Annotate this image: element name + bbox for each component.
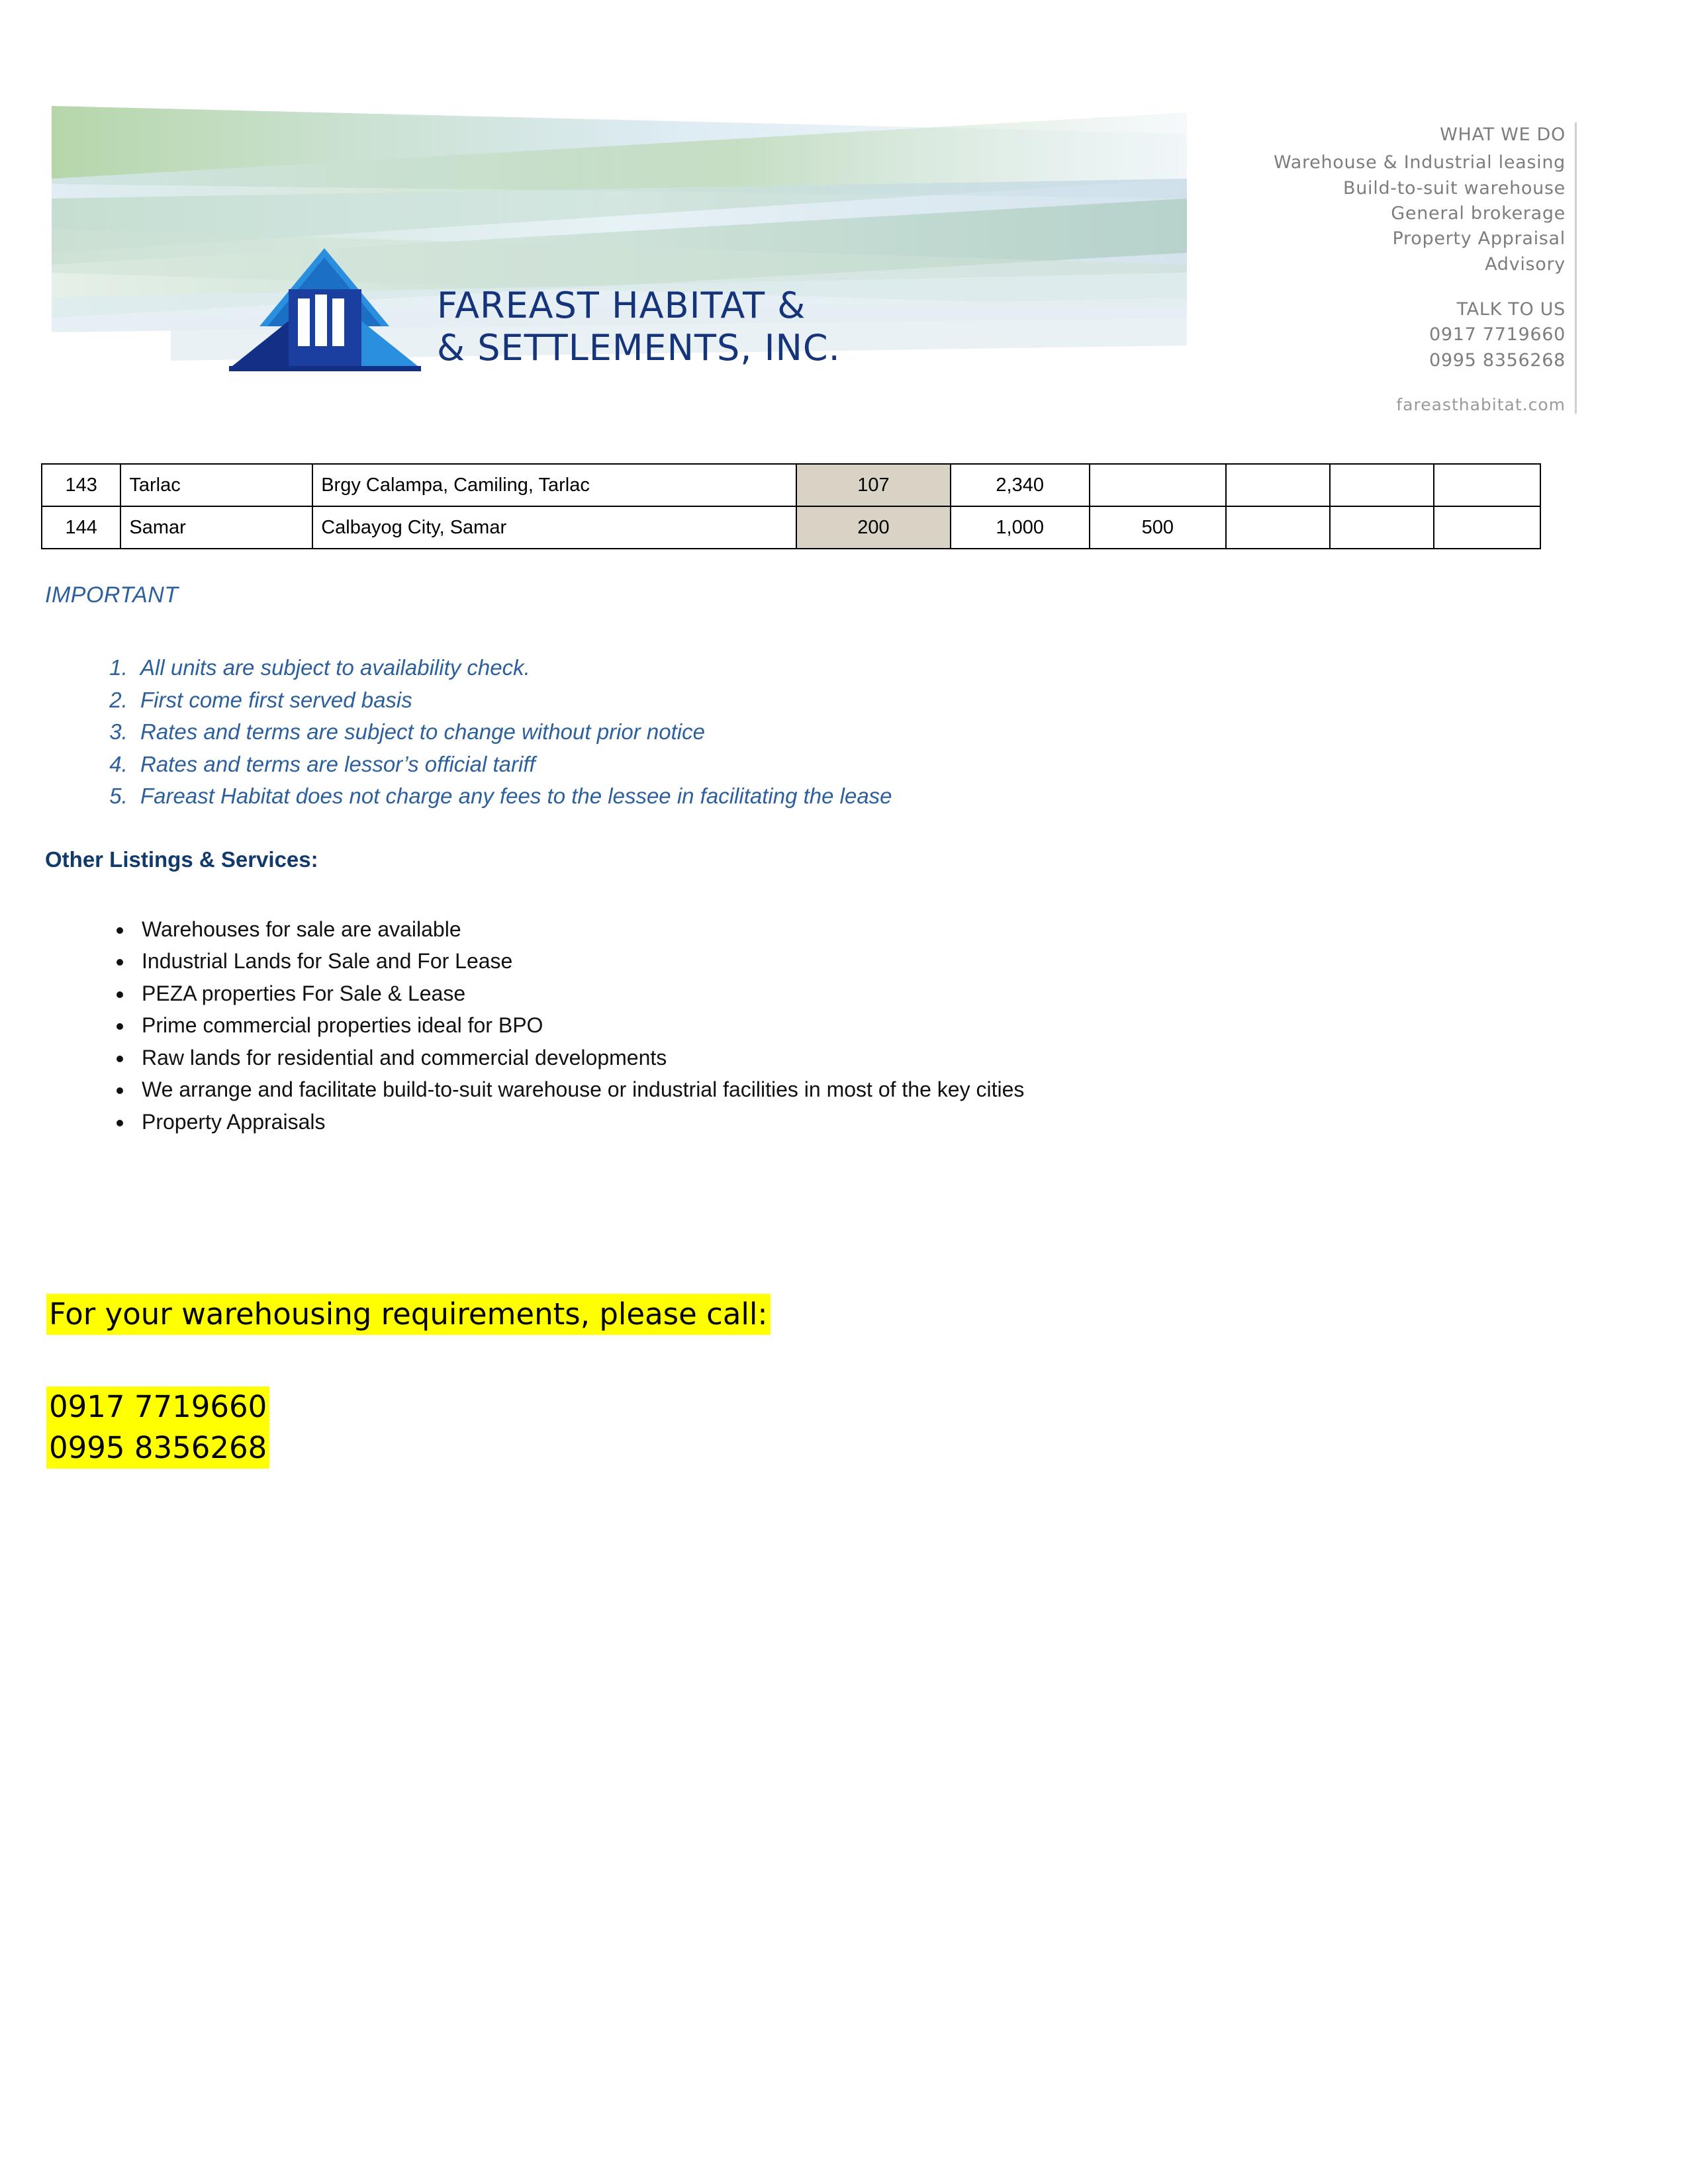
- cell-location: Brgy Calampa, Camiling, Tarlac: [312, 464, 796, 506]
- property-listing-table: [41, 463, 1541, 549]
- cell-index: 144: [42, 506, 120, 549]
- cell-value-2: [1090, 464, 1227, 506]
- company-name-line1: FAREAST HABITAT &: [437, 285, 806, 326]
- service-item: Build-to-suit warehouse: [1343, 177, 1566, 199]
- header-phone[interactable]: 0995 8356268: [1429, 349, 1566, 371]
- service-item: General brokerage: [1391, 203, 1566, 224]
- cell-extra-1: [1226, 464, 1330, 506]
- cell-value-2: 500: [1090, 506, 1227, 549]
- list-item: • Warehouses for sale are available: [134, 913, 1524, 945]
- important-heading: IMPORTANT: [45, 582, 179, 608]
- company-logo: [225, 248, 1006, 407]
- cta-headline-wrap: [46, 1294, 771, 1335]
- list-item: • Property Appraisals: [134, 1106, 1524, 1138]
- list-item: • We arrange and facilitate build-to-suit warehouse or industrial facilities in most of the key cities: [134, 1073, 1524, 1105]
- company-name-line2: & SETTLEMENTS, INC.: [437, 326, 841, 369]
- cell-value-1: 1,000: [951, 506, 1090, 549]
- important-list: [86, 652, 1391, 813]
- letterhead-header: [0, 0, 1688, 437]
- cell-province: Tarlac: [120, 464, 312, 506]
- header-contact-block: [1155, 122, 1566, 416]
- cell-extra-2: [1330, 464, 1434, 506]
- cell-value-1: 2,340: [951, 464, 1090, 506]
- other-listings-list: [86, 913, 1524, 1138]
- cell-area: 107: [796, 464, 951, 506]
- header-divider: [1575, 122, 1577, 414]
- cell-area: 200: [796, 506, 951, 549]
- what-we-do-title: WHAT WE DO: [1440, 124, 1566, 145]
- header-phone[interactable]: 0917 7719660: [1429, 324, 1566, 345]
- cta-phone[interactable]: 0917 7719660: [46, 1387, 269, 1428]
- list-item: • Industrial Lands for Sale and For Lease: [134, 945, 1524, 977]
- list-item: • PEZA properties For Sale & Lease: [134, 978, 1524, 1009]
- cta-headline: For your warehousing requirements, please call:: [46, 1294, 771, 1335]
- talk-to-us-title: TALK TO US: [1456, 298, 1566, 320]
- cell-index: 143: [42, 464, 120, 506]
- important-list-item: 5. Fareast Habitat does not charge any fees to the lessee in facilitating the lease: [134, 780, 1391, 813]
- service-item: Property Appraisal: [1392, 228, 1566, 250]
- important-list-item: 4. Rates and terms are lessor’s official tariff: [134, 749, 1391, 781]
- company-name: [437, 285, 841, 369]
- list-item: • Prime commercial properties ideal for BPO: [134, 1009, 1524, 1041]
- other-listings-heading: Other Listings & Services:: [45, 847, 318, 872]
- important-list-item: 1. All units are subject to availability check.: [134, 652, 1391, 684]
- cell-province: Samar: [120, 506, 312, 549]
- table-row: [42, 464, 1540, 506]
- cta-phone[interactable]: 0995 8356268: [46, 1428, 269, 1469]
- table-row: [42, 506, 1540, 549]
- important-list-item: 2. First come first served basis: [134, 684, 1391, 717]
- cell-extra-2: [1330, 506, 1434, 549]
- cell-extra-3: [1434, 464, 1540, 506]
- cell-extra-1: [1226, 506, 1330, 549]
- contact-spacer: [1155, 277, 1566, 297]
- contact-spacer: [1155, 373, 1566, 393]
- service-item: Advisory: [1485, 253, 1566, 275]
- cta-phone-list: [46, 1387, 269, 1469]
- important-list-item: 3. Rates and terms are subject to change without prior notice: [134, 716, 1391, 749]
- cell-extra-3: [1434, 506, 1540, 549]
- list-item: • Raw lands for residential and commercial developments: [134, 1042, 1524, 1073]
- building-pyramid-logo-icon: [225, 248, 424, 400]
- service-item: Warehouse & Industrial leasing: [1274, 152, 1566, 173]
- cell-location: Calbayog City, Samar: [312, 506, 796, 549]
- website-link[interactable]: fareasthabitat.com: [1396, 394, 1566, 414]
